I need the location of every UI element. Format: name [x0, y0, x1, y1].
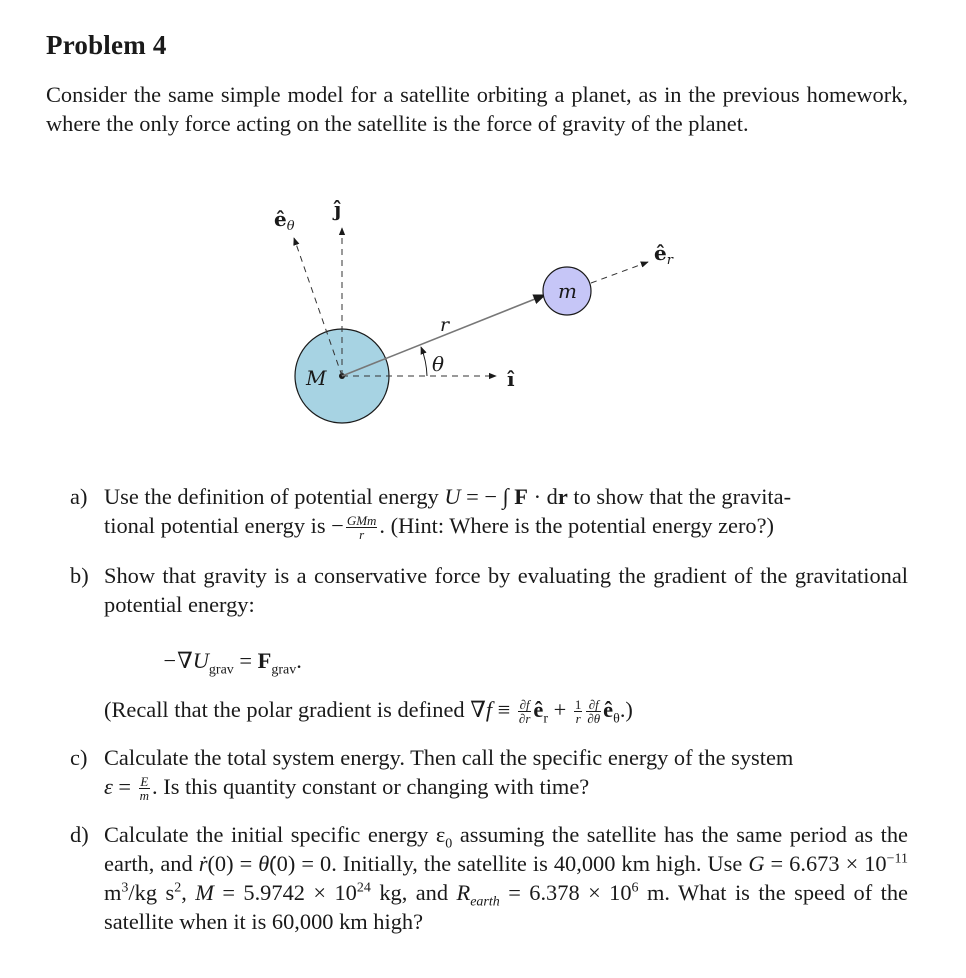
problem-intro: Consider the same simple model for a satellite orbiting a planet, as in the previous homework, where the only force acting on the satellite is the force of gravity of the planet.: [46, 82, 908, 136]
part-d-text: Calculate the initial specific energy $\varepsilon_0$ assuming the satellite has the same period as the earth, and ṙ(0) = θ̇(0) = 0. Initially, the satellite is 40,000 km high. Use $G = 6.673 \times 10^{-11}$ $m^3/kg$ $s^2$, $M = 5.9742 \times 10^{24}$ kg, and $R_{earth} = 6.378 \times 10^6$ m. What is the speed of the satellite when it is 60,000 km high?: [104, 822, 908, 934]
part-b-label: b): [70, 563, 89, 588]
part-a-text: Use the definition of potential energy U = − ∫ F · dr to show that the gravita- tional potential energy is − $\frac{\text{GMm}}{r}$ . (Hint: Where is the potential energy zero?): [104, 484, 792, 543]
specific-energy-fraction: $\frac{E}{m}$: [139, 774, 150, 804]
part-b-text: Show that gravity is a conservative force by evaluating the gradient of the gravitational potential energy:: [104, 563, 908, 617]
part-c-label: c): [70, 745, 88, 770]
part-d: [70, 820, 908, 936]
r-label: r: [440, 314, 450, 336]
part-a: [70, 482, 908, 541]
part-c: [70, 743, 908, 802]
gmm-over-r-fraction: $\frac{\text{GMm}}{r}$: [346, 513, 377, 543]
problem-title: Problem 4: [46, 30, 167, 60]
e-r-label: $ê_r$: [654, 241, 673, 268]
theta-label: θ: [432, 352, 445, 376]
orbit-diagram: [0, 190, 966, 460]
gradient-equation: $-\nabla U_{grav} = F_{grav}$.: [162, 648, 302, 678]
polar-gradient-recall: (Recall that the polar gradient is defined ∇f ≡ $\frac{\partial f}{\partial r}$ $ê_r$ + $\frac{1}{r}$ $\frac{\partial f}{\partial\theta}$ $ê_\theta$.): [104, 697, 633, 727]
e-theta-label: $ê_\theta$: [274, 207, 295, 234]
i-label: î: [507, 367, 515, 391]
part-a-label: a): [70, 484, 88, 509]
theta-arc: [421, 347, 427, 376]
part-d-label: d): [70, 822, 89, 847]
satellite-mass-label: m: [558, 279, 577, 303]
planet-mass-label: M: [306, 366, 327, 390]
part-b: [70, 561, 908, 619]
j-label: ĵ: [334, 197, 342, 221]
part-c-text: Calculate the total system energy. Then call the specific energy of the system ε = $\frac{E}{m}$ . Is this quantity constant or changing with time?: [104, 745, 794, 804]
e-r-axis-line: [591, 262, 648, 283]
